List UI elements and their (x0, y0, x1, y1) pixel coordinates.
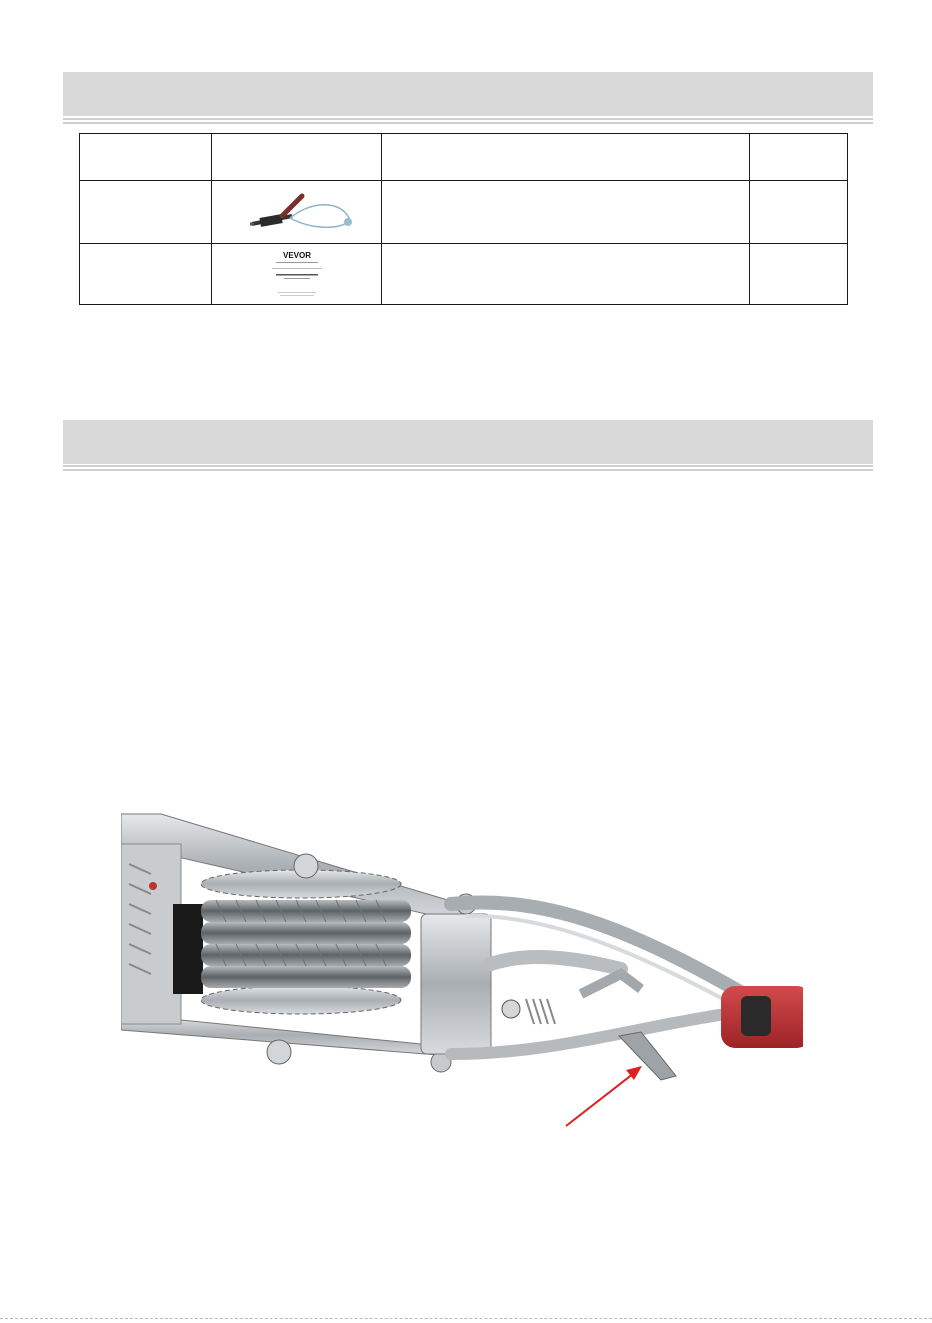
callout-arrow-icon (560, 1060, 650, 1130)
table-row (80, 181, 848, 244)
column-header (750, 134, 848, 181)
picture-cell (212, 181, 382, 244)
section-divider-1 (63, 118, 873, 124)
svg-text:VEVOR: VEVOR (282, 251, 311, 260)
picture-cell (212, 244, 382, 305)
column-header (212, 134, 382, 181)
section-header-bar-2 (63, 420, 873, 464)
winch-puller-thumbnail (232, 190, 362, 234)
section-header-bar-1 (63, 72, 873, 116)
item-cell (80, 181, 212, 244)
qty-cell (750, 244, 848, 305)
manual-thumbnail (262, 247, 332, 301)
qty-cell (750, 181, 848, 244)
section-divider-2 (63, 465, 873, 471)
column-header (80, 134, 212, 181)
winch-mechanism-photo (121, 804, 803, 1086)
column-header (382, 134, 750, 181)
description-cell (382, 181, 750, 244)
table-header-row (80, 134, 848, 181)
description-cell (382, 244, 750, 305)
contents-table (79, 133, 848, 305)
item-cell (80, 244, 212, 305)
table-row (80, 244, 848, 305)
page-footer-rule (0, 1318, 932, 1319)
